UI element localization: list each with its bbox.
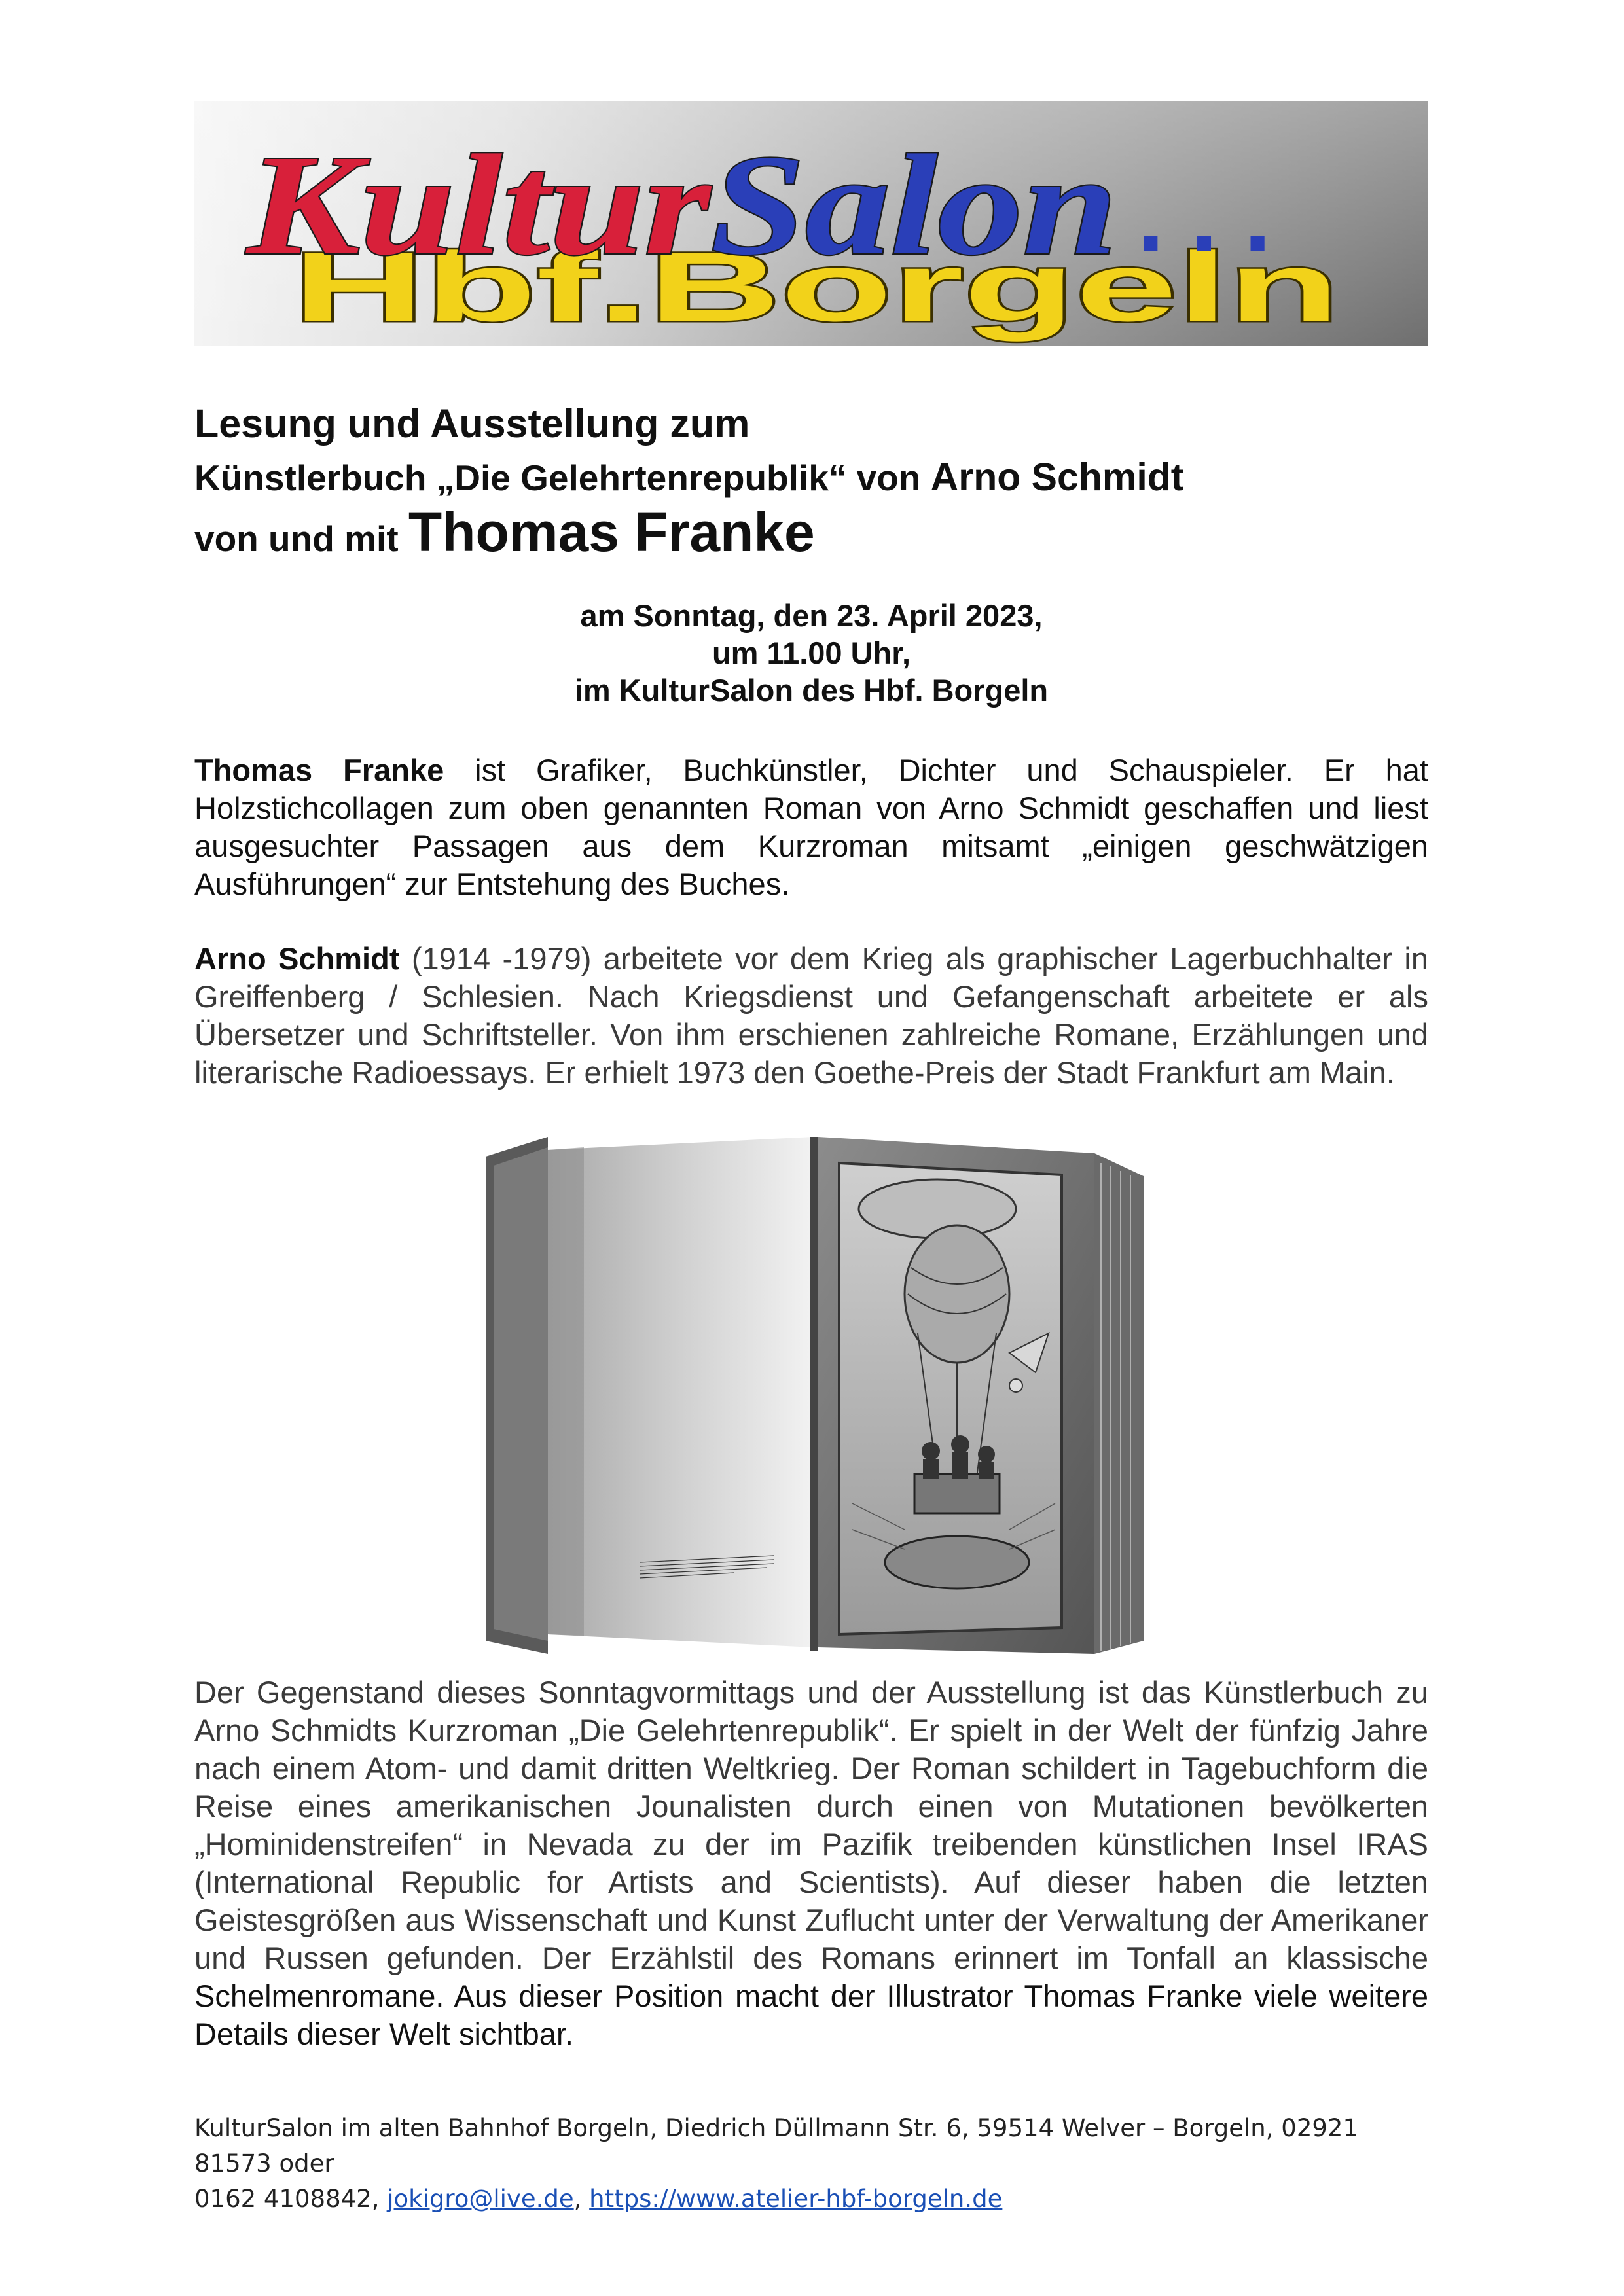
heading-line2-prefix: Künstlerbuch „Die Gelehrtenrepublik“ von (194, 457, 921, 498)
heading-author-name: Arno Schmidt (930, 456, 1184, 499)
heading-line3 (194, 501, 815, 564)
paragraph-author (194, 940, 1428, 1092)
event-date: am Sonntag, den 23. April 2023, (580, 598, 1043, 633)
paragraph-author-text: (1914 -1979) arbeitete vor dem Krieg als graphischer Lagerbuchhalter in Greiffenberg / Schlesien. Nach Kriegsdienst und Gefangenschaft arbeitete er als Übersetzer und Schriftsteller. Von ihm erschienen zahlreiche Romane, Erzählungen und literarische Radioessays. Er erhielt 1973 den Goethe-Preis der Stadt Frankfurt am Main. (194, 941, 1428, 1090)
event-time: um 11.00 Uhr, (712, 636, 911, 670)
event-info (194, 597, 1428, 709)
paragraph-book-text: Der Gegenstand dieses Sonntagvormittags und der Ausstellung ist das Künstlerbuch zu Arno Schmidts Kurzroman „Die Gelehrtenrepublik“. Er spielt in der Welt der fünfzig Jahre nach einem Atom- und damit dritten Weltkrieg. Der Roman schildert in Tagebuchform die Reise eines amerikanischen Jounalisten durch einen von Mutationen bevölkerten „Hominidenstreifen“ in Nevada zu der im Pazifik treibenden künstlichen Insel IRAS (International Republic for Artists and Scientists). Auf dieser haben die letzten Geistesgrößen aus Wissenschaft und Kunst Zuflucht unter der Verwaltung der Amerikaner und Russen gefunden. Der Erzählstil des Romans erinnert im Tonfall an klassische (194, 1675, 1428, 1975)
paragraph-author-bold: Arno Schmidt (194, 941, 400, 976)
book-photo (486, 1137, 1153, 1660)
footer-email-link[interactable]: jokigro@live.de (387, 2185, 574, 2213)
heading-line3-prefix: von und mit (194, 518, 399, 559)
paragraph-artist-text: ist Grafiker, Buchkünstler, Dichter und Schauspieler. Er hat Holzstichcollagen zum oben genannten Roman von Arno Schmidt geschaffen und liest ausgesuchter Passagen aus dem Kurzroman mitsamt „einigen geschwätzigen Ausführungen“ zur Entstehung des Buches. (194, 753, 1428, 901)
paragraph-book (194, 1674, 1428, 2053)
heading-line2 (194, 455, 1183, 499)
footer-line2 (194, 2181, 1428, 2217)
paragraph-artist-bold: Thomas Franke (194, 753, 444, 787)
footer-separator: , (573, 2185, 590, 2213)
footer-website-link[interactable]: https://www.atelier-hbf-borgeln.de (589, 2185, 1003, 2213)
heading-line1: Lesung und Ausstellung zum (194, 401, 750, 446)
logo-line2: Hbf.Borgeln (293, 232, 1340, 342)
event-place: im KulturSalon des Hbf. Borgeln (574, 673, 1049, 708)
paragraph-book-text-dark: Schelmenromane. Aus dieser Position macht der Illustrator Thomas Franke viele weitere Details dieser Welt sichtbar. (194, 1979, 1428, 2051)
paragraph-artist (194, 751, 1428, 903)
svg-text:KulturSalon (245, 125, 1117, 285)
footer-address: KulturSalon im alten Bahnhof Borgeln, Diedrich Düllmann Str. 6, 59514 Welver – Borgeln, 02921 81573 oder (194, 2114, 1358, 2178)
footer-phone: 0162 4108842, (194, 2185, 388, 2213)
footer-contact (194, 2111, 1428, 2217)
logo-dots: ... (1137, 162, 1298, 272)
logo-artwork (194, 101, 1428, 346)
kultursalon-logo-banner (194, 101, 1428, 346)
logo-salon: Salon (710, 125, 1055, 285)
open-book-illustration (486, 1137, 1153, 1660)
logo-kultur: Kultur (247, 125, 640, 285)
heading-artist-name: Thomas Franke (408, 501, 815, 563)
